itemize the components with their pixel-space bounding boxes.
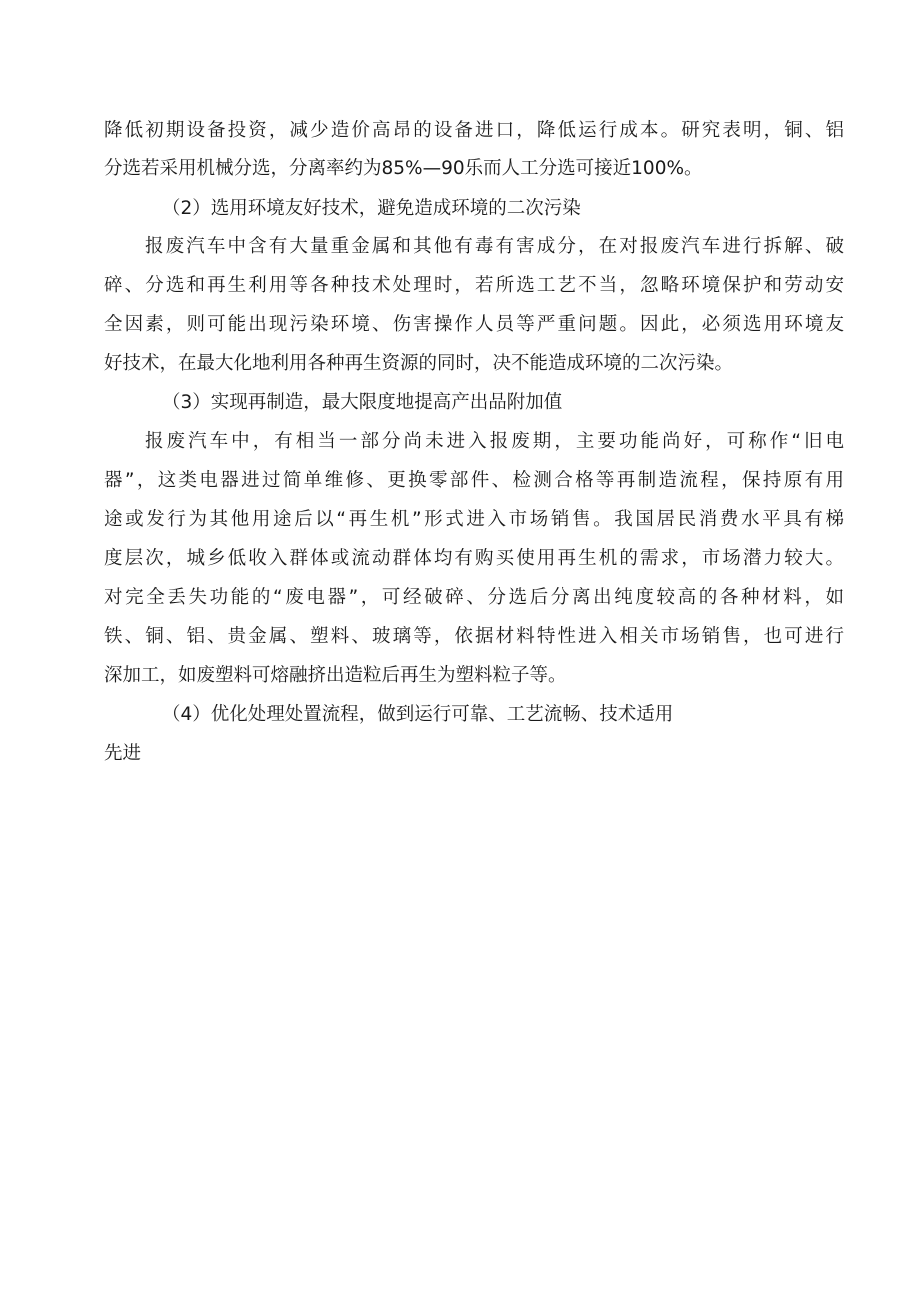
paragraph-line: 途或发行为其他用途后以“再生机”形式进入市场销售。我国居民消费水平具有梯 [104, 509, 844, 530]
paragraph-line: 分选若采用机械分选，分离率约为85%—90乐而人工分选可接近100%。 [104, 158, 703, 179]
paragraph-line: 降低初期设备投资，减少造价高昂的设备进口，降低运行成本。研究表明，铜、铝 [104, 120, 844, 141]
paragraph-line: 先进 [104, 743, 142, 764]
section-heading-3: （3）实现再制造，最大限度地提高产出品附加值 [162, 392, 563, 413]
paragraph-line: 深加工，如废塑料可熔融挤出造粒后再生为塑料粒子等。 [104, 665, 567, 686]
paragraph-line: 对完全丢失功能的“废电器”，可经破碎、分选后分离出纯度较高的各种材料，如 [104, 587, 844, 608]
section-heading-2: （2）选用环境友好技术，避免造成环境的二次污染 [162, 198, 581, 219]
paragraph-line: 器”，这类电器进过简单维修、更换零部件、检测合格等再制造流程，保持原有用 [104, 470, 844, 491]
paragraph-line: 好技术，在最大化地利用各种再生资源的同时，决不能造成环境的二次污染。 [104, 353, 734, 374]
paragraph-line: 报废汽车中，有相当一部分尚未进入报废期，主要功能尚好，可称作“旧电 [145, 431, 844, 452]
paragraph-line: 报废汽车中含有大量重金属和其他有毒有害成分，在对报废汽车进行拆解、破 [145, 236, 844, 257]
section-heading-4: （4）优化处理处置流程，做到运行可靠、工艺流畅、技术适用 [162, 704, 674, 725]
paragraph-line: 铁、铜、铝、贵金属、塑料、玻璃等，依据材料特性进入相关市场销售，也可进行 [104, 626, 844, 647]
paragraph-line: 碎、分选和再生利用等各种技术处理时，若所选工艺不当，忽略环境保护和劳动安 [104, 275, 844, 296]
paragraph-line: 全因素，则可能出现污染环境、伤害操作人员等严重问题。因此，必须选用环境友 [104, 314, 844, 335]
paragraph-line: 度层次，城乡低收入群体或流动群体均有购买使用再生机的需求，市场潜力较大。 [104, 548, 844, 569]
